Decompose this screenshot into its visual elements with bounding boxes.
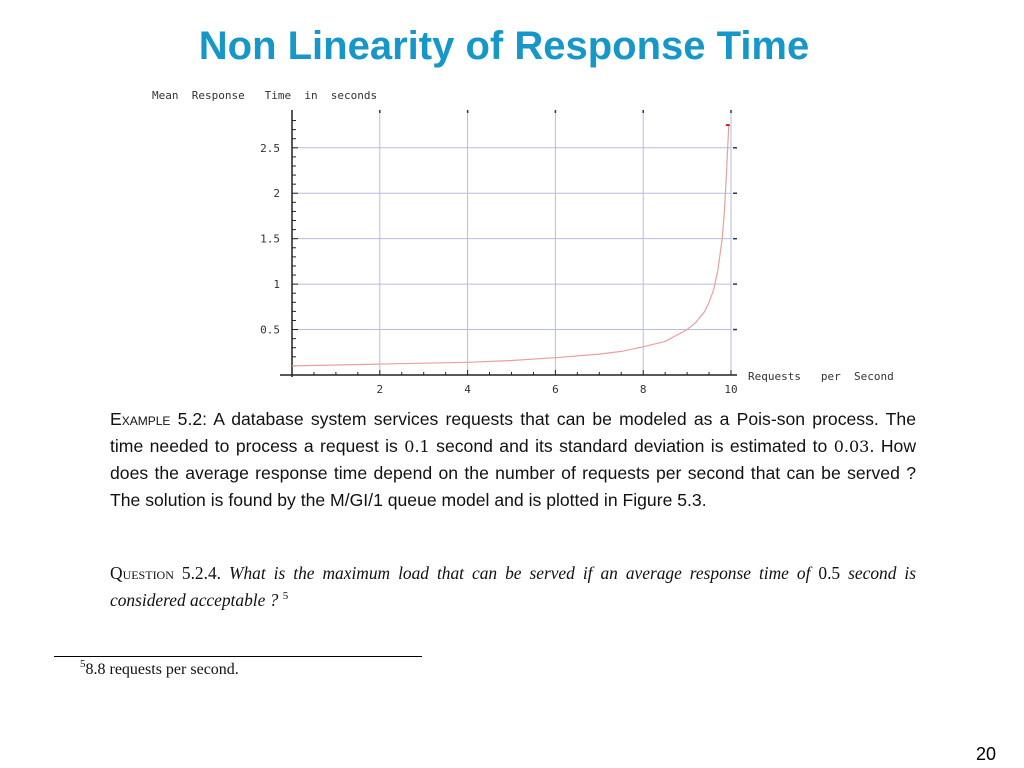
footnote-divider [54,656,422,657]
chart-grid [292,110,731,375]
x-tick-label: 6 [552,383,559,396]
example-value-1: 0.1 [404,437,430,456]
example-value-2: 0.03. [833,437,875,456]
example-text-2: second and its standard deviation is estimated to [436,436,828,456]
page-number: 20 [976,744,997,764]
question-footnote-mark: 5 [282,590,289,602]
y-axis-label: Mean Response Time in seconds [152,89,378,102]
example-label: Example [110,409,171,429]
question-text-1: What is the maximum load that can be served if an average response time of [229,563,811,583]
question-number: 5.2.4. [181,563,222,583]
y-tick-label: 2.5 [260,141,280,155]
example-text-1: A database system services requests that can be modeled as a Pois-son process. The time needed to process a request is [110,409,916,456]
x-tick-label: 4 [464,383,471,396]
footnote-mark: 5 [80,658,86,670]
example-text-3: How does the average response time depend on the number of requests per second that can be served ? The solution is found by the M/GI/1 queue model and is plotted in Figure 5.3. [110,436,917,510]
y-tick-label: 1.5 [260,232,280,246]
x-axis-label: Requests per Second [748,370,894,383]
chart-axes [260,110,738,396]
footnote-text: 8.8 requests per second. [85,661,239,678]
example-paragraph [110,406,916,514]
question-value: 0.5 [818,563,841,583]
response-time-chart [140,82,930,402]
example-number: 5.2: [177,409,208,429]
question-text-2: second is considered acceptable ? [110,563,916,610]
x-tick-label: 8 [639,383,647,396]
footnote [80,658,239,679]
question-label: Question [110,563,174,583]
y-tick-label: 0.5 [260,323,280,337]
x-tick-label: 10 [724,383,738,396]
y-tick-label: 2 [273,187,280,201]
y-tick-label: 1 [273,278,280,292]
x-tick-label: 2 [376,383,384,396]
slide-title: Non Linearity of Response Time [198,24,810,68]
question-paragraph [110,560,916,614]
